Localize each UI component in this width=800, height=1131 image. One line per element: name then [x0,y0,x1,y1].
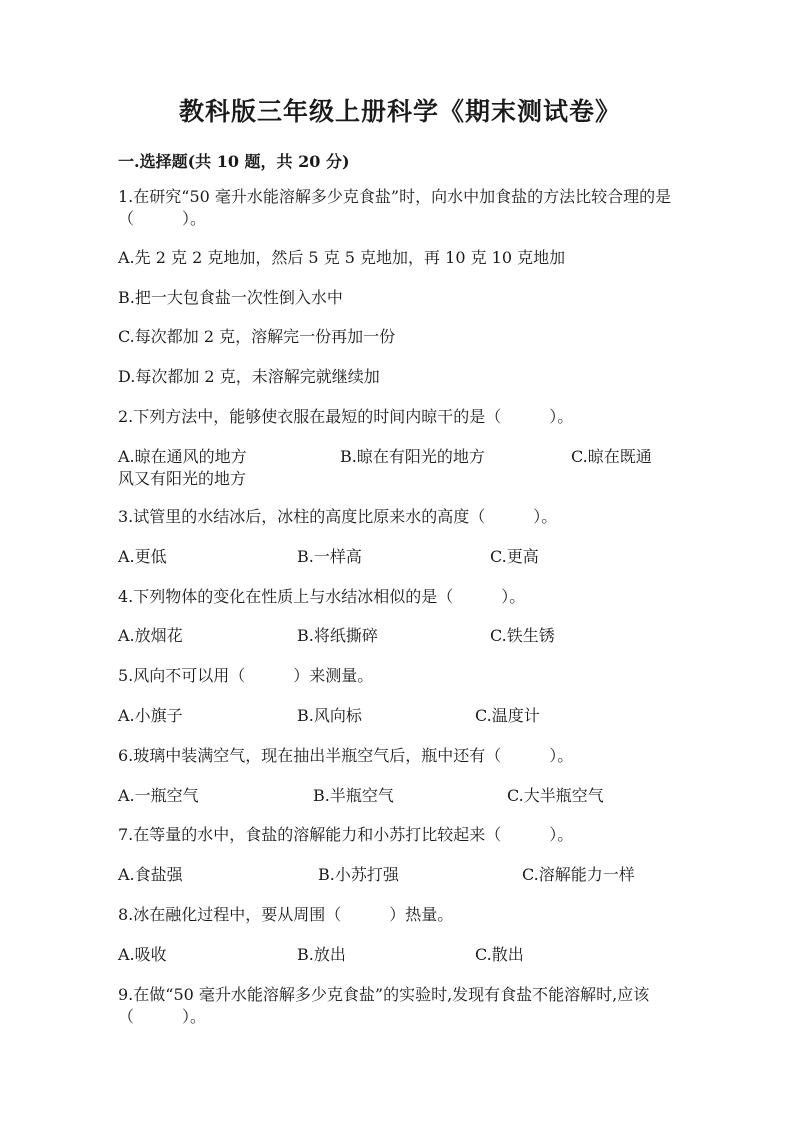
option-row [118,287,683,309]
option-2c-continuation: 风又有阳光的地方 [118,469,247,488]
option-row [118,546,683,568]
question-1: 1.在研究“50 毫升水能溶解多少克食盐”时，向水中加食盐的方法比较合理的是（ ）。 [118,187,672,228]
question-6: 6.玻璃中装满空气，现在抽出半瓶空气后，瓶中还有（ ）。 [118,746,574,765]
question-4: 4.下列物体的变化在性质上与水结冰相似的是（ ）。 [118,587,526,606]
option-2a[interactable]: A.晾在通风的地方 [118,447,247,466]
option-7c[interactable]: C.溶解能力一样 [522,865,635,884]
page-title: 教科版三年级上册科学《期末测试卷》 [178,97,621,126]
option-3c[interactable]: C.更高 [490,547,539,566]
option-6b[interactable]: B.半瓶空气 [313,786,394,805]
option-row [118,625,683,647]
option-row [118,326,683,348]
option-4b[interactable]: B.将纸撕碎 [297,626,378,645]
option-row [118,944,683,966]
option-row [118,864,683,886]
question-8: 8.冰在融化过程中，要从周围（ ）热量。 [118,905,454,924]
option-5b[interactable]: B.风向标 [297,706,362,725]
option-3a[interactable]: A.更低 [118,547,167,566]
option-2b[interactable]: B.晾在有阳光的地方 [340,447,485,466]
option-5a[interactable]: A.小旗子 [118,706,183,725]
section-heading: 一.选择题(共 10 题，共 20 分) [118,152,350,171]
option-row [118,705,683,727]
option-7a[interactable]: A.食盐强 [118,865,183,884]
option-6c[interactable]: C.大半瓶空气 [507,786,604,805]
option-6a[interactable]: A.一瓶空气 [118,786,199,805]
question-3: 3.试管里的水结冰后，冰柱的高度比原来水的高度（ ）。 [118,507,558,526]
option-1d[interactable]: D.每次都加 2 克，未溶解完就继续加 [118,367,380,386]
option-8b[interactable]: B.放出 [297,945,346,964]
option-7b[interactable]: B.小苏打强 [318,865,399,884]
option-8a[interactable]: A.吸收 [118,945,167,964]
question-5: 5.风向不可以用（ ）来测量。 [118,666,374,685]
option-1a[interactable]: A.先 2 克 2 克地加，然后 5 克 5 克地加，再 10 克 10 克地加 [118,248,566,267]
question-7: 7.在等量的水中，食盐的溶解能力和小苏打比较起来（ ）。 [118,825,574,844]
option-row [118,446,683,490]
option-8c[interactable]: C.散出 [475,945,524,964]
question-2: 2.下列方法中，能够使衣服在最短的时间内晾干的是（ ）。 [118,407,574,426]
option-4a[interactable]: A.放烟花 [118,626,183,645]
option-row [118,247,683,269]
option-4c[interactable]: C.铁生锈 [490,626,555,645]
option-5c[interactable]: C.温度计 [475,706,540,725]
option-1b[interactable]: B.把一大包食盐一次性倒入水中 [118,288,343,307]
question-9: 9.在做“50 毫升水能溶解多少克食盐”的实验时,发现有食盐不能溶解时,应该（ ）。 [118,985,650,1026]
option-3b[interactable]: B.一样高 [297,547,362,566]
option-1c[interactable]: C.每次都加 2 克，溶解完一份再加一份 [118,327,396,346]
option-2c[interactable]: C.晾在既通 [571,447,652,466]
option-row [118,785,683,807]
option-row [118,366,683,388]
